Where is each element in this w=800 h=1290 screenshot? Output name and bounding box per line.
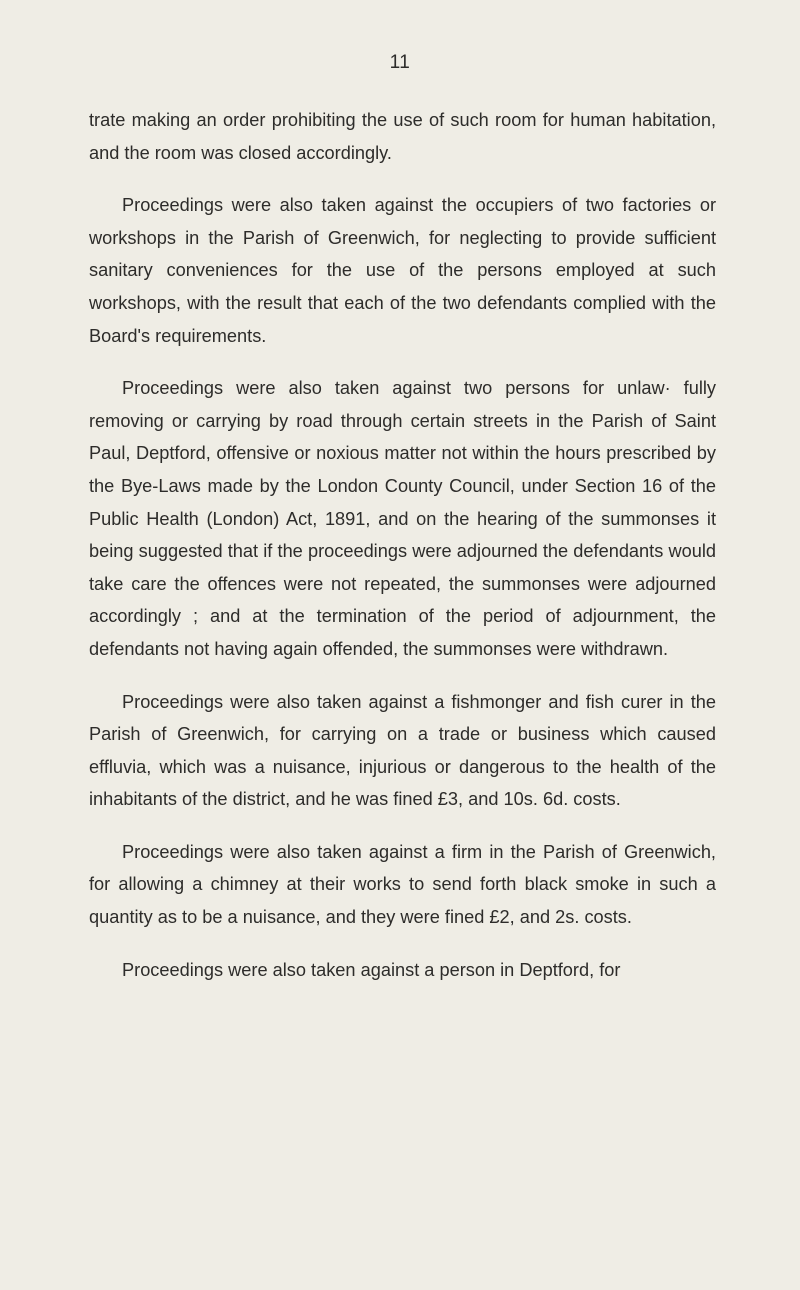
paragraph-continued: trate making an order prohibiting the use of such room for human habitation, and the room was closed accordingly. (89, 110, 716, 163)
page-number: 11 (389, 52, 411, 73)
body-text (89, 104, 716, 1006)
paragraph-person-deptford: Proceedings were also taken against a person in Deptford, for (122, 959, 621, 980)
paragraph-noxious-matter-deptford: Proceedings were also taken against two persons for unlaw· fully removing or carrying by road through certain streets in the Parish of Saint Paul, Deptford, offensive or noxious matter not within the hours prescribed by the Bye-Laws made by the London County Council, under Section 16 of the Public Health (London) Act, 1891, and on the hearing of the summonses it being suggested that if the proceedings were adjourned the defendants would take care the offences were not repeated, the summonses were adjourned accordingly ; and at the termination of the period of adjournment, the defendants not having again offended, the summonses were withdrawn. (89, 378, 716, 659)
paragraph-black-smoke: Proceedings were also taken against a firm in the Parish of Greenwich, for allowing a chimney at their works to send forth black smoke in such a quantity as to be a nuisance, and they were fined £2, and 2s. costs. (89, 841, 716, 928)
paragraph-fishmonger: Proceedings were also taken against a fishmonger and fish curer in the Parish of Greenwich, for carrying on a trade or business which caused effluvia, which was a nuisance, injurious or dangerous to the health of the inhabitants of the district, and he was fined £3, and 10s. 6d. costs. (89, 691, 716, 810)
paragraph-workshops-greenwich: Proceedings were also taken against the occupiers of two factories or workshops in the Parish of Greenwich, for neglecting to provide sufficient sanitary conveniences for the use of the persons employed at such workshops, with the result that each of the two defendants complied with the Board's requirements. (89, 195, 716, 346)
